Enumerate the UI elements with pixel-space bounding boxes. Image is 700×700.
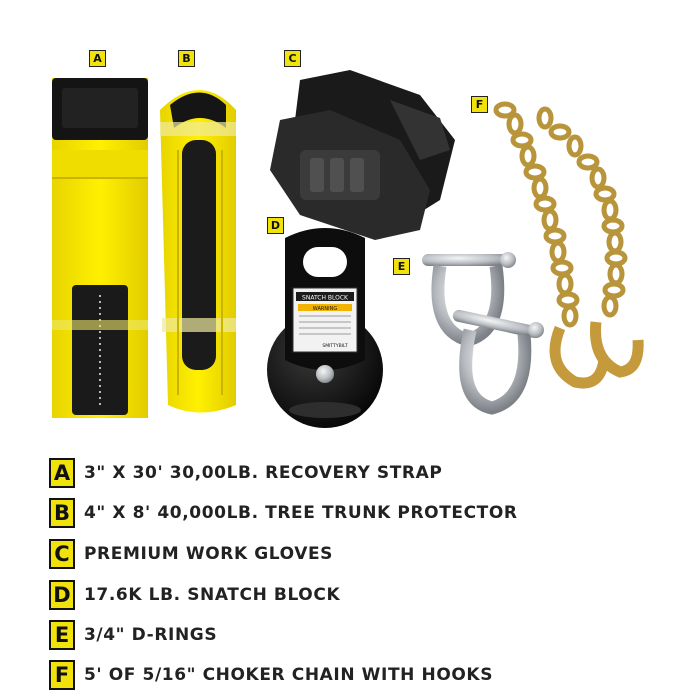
legend-item-e	[49, 619, 217, 651]
legend-label-b: 4" X 8' 40,000LB. TREE TRUNK PROTECTOR	[84, 503, 518, 523]
legend-item-c	[49, 538, 333, 570]
legend-badge-f: F	[49, 660, 75, 690]
snatch-block-brand: SMITTYBILT	[322, 344, 348, 349]
legend-badge-d: D	[49, 580, 75, 610]
legend-badge-c: C	[49, 539, 75, 569]
legend-item-a	[49, 457, 442, 489]
photo-tag-a: A	[89, 50, 106, 67]
legend-badge-a: A	[49, 458, 75, 488]
photo-tag-b: B	[178, 50, 195, 67]
legend-item-d	[49, 579, 340, 611]
legend-badge-b: B	[49, 498, 75, 528]
tree-trunk-protector-image	[160, 90, 236, 413]
photo-tag-e: E	[393, 258, 410, 275]
legend-label-d: 17.6K LB. SNATCH BLOCK	[84, 585, 341, 605]
legend-item-f	[49, 659, 493, 691]
choker-chain-image	[496, 104, 638, 383]
snatch-block-image	[267, 228, 383, 428]
legend-label-f: 5' OF 5/16" CHOKER CHAIN WITH HOOKS	[84, 665, 494, 685]
work-gloves-image	[270, 70, 455, 240]
photo-tag-d: D	[267, 217, 284, 234]
photo-tag-c: C	[284, 50, 301, 67]
recovery-strap-image	[52, 78, 148, 418]
legend-label-c: PREMIUM WORK GLOVES	[84, 544, 334, 564]
d-rings-image	[422, 252, 544, 408]
legend-badge-e: E	[49, 620, 75, 650]
photo-tag-f: F	[471, 96, 488, 113]
legend-label-e: 3/4" D-RINGS	[84, 625, 218, 645]
snatch-block-warning: WARNING	[312, 306, 338, 312]
legend-item-b	[49, 497, 518, 529]
legend-label-a: 3" X 30' 30,00LB. RECOVERY STRAP	[84, 463, 443, 483]
snatch-block-plate-title: SNATCH BLOCK	[302, 294, 348, 302]
